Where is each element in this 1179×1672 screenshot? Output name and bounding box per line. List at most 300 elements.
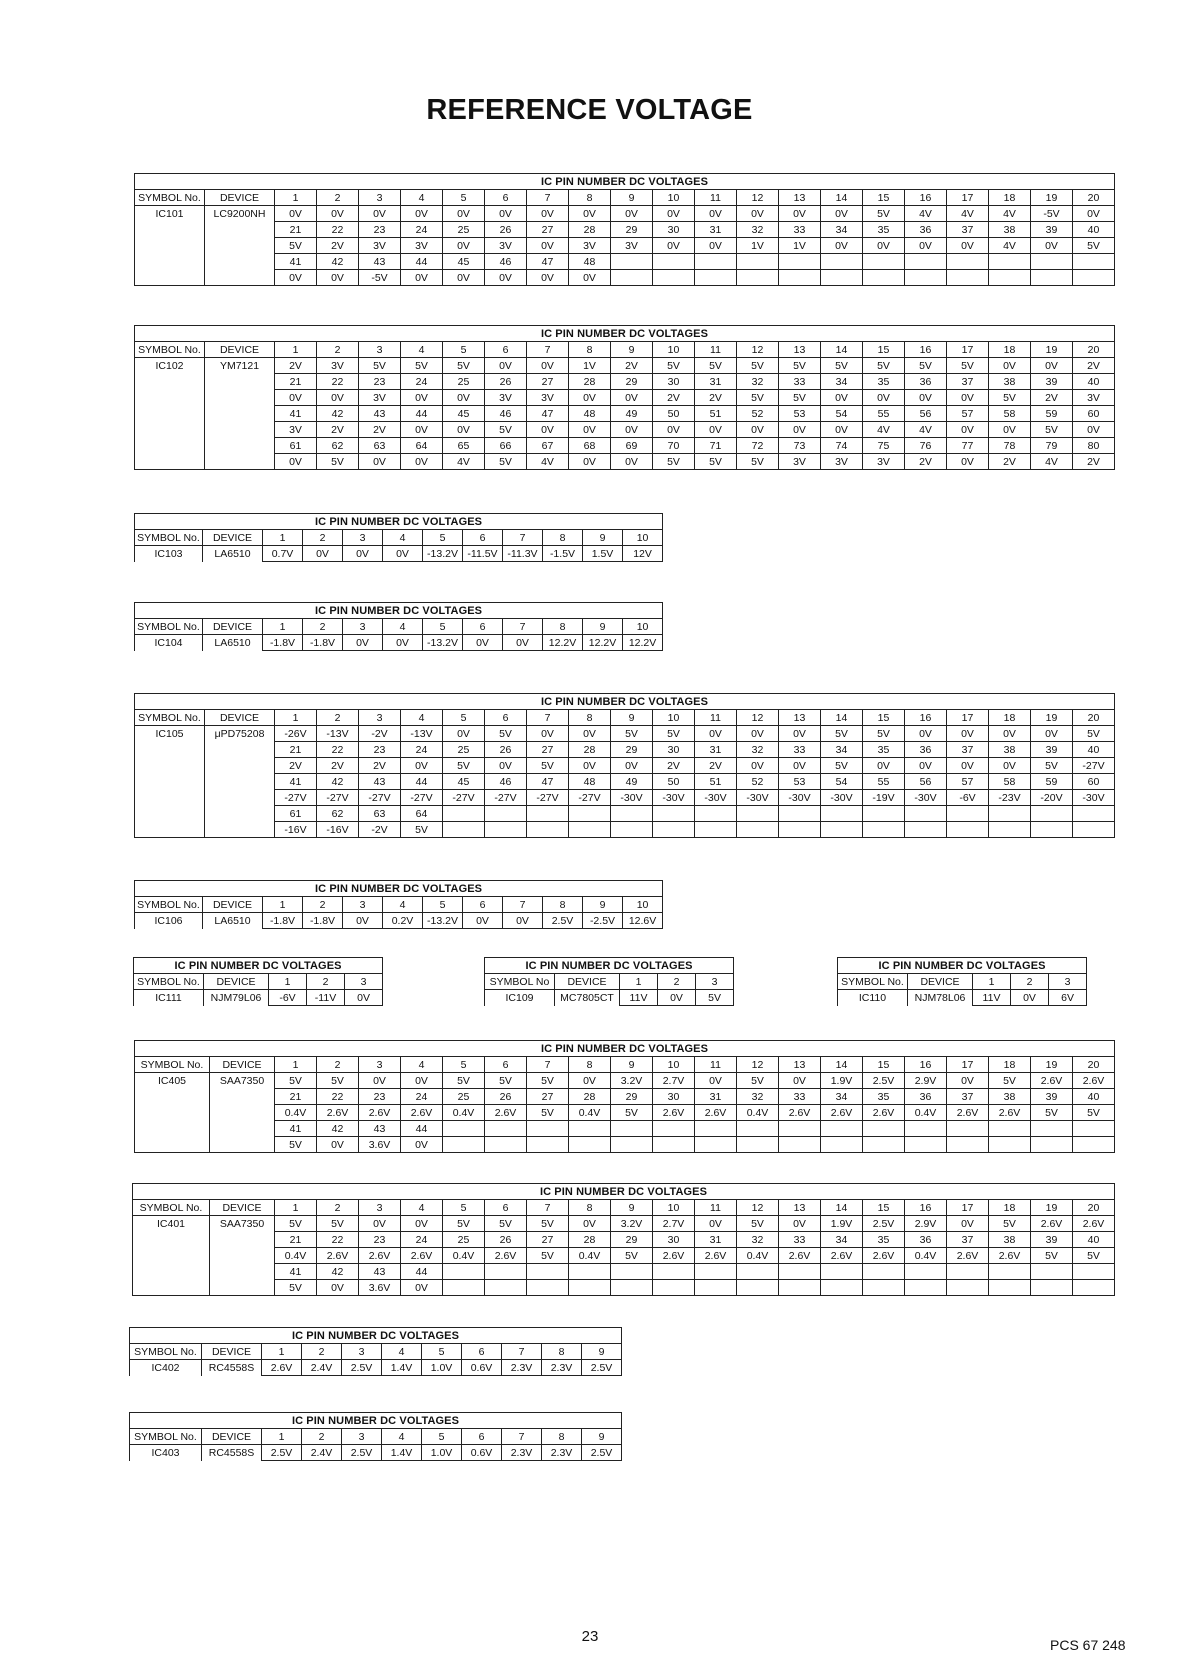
voltage-cell: 12.2V (583, 635, 623, 651)
pin-number-cell (1073, 1264, 1115, 1280)
pin-number-cell: 56 (905, 406, 947, 422)
voltage-cell: 2V (611, 358, 653, 374)
voltage-cell (569, 822, 611, 838)
pin-number-cell: 1 (263, 619, 303, 635)
pin-number-cell: 72 (737, 438, 779, 454)
pin-number-cell: 78 (989, 438, 1031, 454)
pin-number-cell: 6 (485, 190, 527, 206)
voltage-cell: 0V (989, 726, 1031, 742)
voltage-cell: 5V (527, 1216, 569, 1232)
voltage-cell: 2.6V (1031, 1073, 1073, 1089)
voltage-cell: 2.3V (502, 1360, 542, 1376)
voltage-cell: 5V (485, 454, 527, 470)
pin-number-cell: 12 (737, 1200, 779, 1216)
voltage-cell: 0V (443, 422, 485, 438)
device-value: LC9200NH (205, 206, 275, 222)
voltage-cell (653, 270, 695, 286)
pin-number-cell (443, 1121, 485, 1137)
pin-number-cell (527, 806, 569, 822)
device-blank (205, 374, 275, 390)
pin-number-cell: 64 (401, 806, 443, 822)
voltage-cell: 0.4V (905, 1105, 947, 1121)
voltage-cell: 0V (947, 238, 989, 254)
voltage-cell (695, 270, 737, 286)
device-blank (205, 406, 275, 422)
pin-number-cell: 15 (863, 1200, 905, 1216)
pin-number-cell: 5 (423, 897, 463, 913)
pin-number-cell: 37 (947, 1089, 989, 1105)
pin-number-cell: 24 (401, 1089, 443, 1105)
voltage-cell: 3V (485, 238, 527, 254)
voltage-cell: 0.4V (737, 1248, 779, 1264)
voltage-cell: 2.6V (947, 1248, 989, 1264)
voltage-cell: -30V (779, 790, 821, 806)
voltage-cell: 0V (401, 1137, 443, 1153)
pin-number-cell: 1 (275, 342, 317, 358)
pin-number-cell: 10 (653, 342, 695, 358)
voltage-cell: 4V (989, 206, 1031, 222)
voltage-cell: 2.6V (359, 1105, 401, 1121)
voltage-cell: 5V (947, 358, 989, 374)
pin-number-row (135, 806, 1115, 822)
device-blank (205, 254, 275, 270)
pin-number-cell: 10 (623, 530, 663, 546)
pin-number-cell: 37 (947, 742, 989, 758)
pin-number-cell: 56 (905, 774, 947, 790)
voltage-cell: 0V (1073, 422, 1115, 438)
symbol-blank (135, 374, 205, 390)
symbol-column-label: SYMBOL No. (135, 710, 205, 726)
pin-number-row (133, 1232, 1115, 1248)
voltage-cell: 2.6V (695, 1105, 737, 1121)
device-value: LA6510 (203, 546, 263, 562)
voltage-cell: 0V (1011, 990, 1049, 1006)
pin-number-cell: 42 (317, 254, 359, 270)
pin-number-cell (821, 1121, 863, 1137)
voltage-cell: -27V (527, 790, 569, 806)
pin-number-cell: 10 (653, 1200, 695, 1216)
pin-number-cell: 9 (611, 190, 653, 206)
pin-number-cell: 1 (973, 974, 1011, 990)
pin-number-cell (653, 1264, 695, 1280)
voltage-cell: 1.4V (382, 1445, 422, 1461)
voltage-cell (527, 822, 569, 838)
pin-number-cell: 19 (1031, 710, 1073, 726)
voltage-cell: 0V (569, 390, 611, 406)
pin-number-cell: 43 (359, 1264, 401, 1280)
voltage-cell: 5V (1073, 726, 1115, 742)
pin-number-cell: 1 (262, 1429, 302, 1445)
pin-number-cell: 2 (317, 1200, 359, 1216)
symbol-blank (135, 1105, 210, 1121)
pin-number-cell: 40 (1073, 374, 1115, 390)
pin-number-cell: 73 (779, 438, 821, 454)
pin-number-cell: 38 (989, 374, 1031, 390)
voltage-cell: 0V (947, 1216, 989, 1232)
pin-number-cell (1073, 806, 1115, 822)
voltage-cell (1031, 822, 1073, 838)
voltage-cell: 0V (401, 206, 443, 222)
voltage-cell: 5V (821, 758, 863, 774)
table-header: IC PIN NUMBER DC VOLTAGES (135, 694, 1115, 710)
pin-number-cell: 34 (821, 222, 863, 238)
voltage-cell: 0V (863, 758, 905, 774)
symbol-value: IC401 (133, 1216, 210, 1232)
pin-number-cell: 5 (443, 190, 485, 206)
voltage-cell: 0V (695, 726, 737, 742)
voltage-cell (653, 1280, 695, 1296)
voltage-cell: 2V (317, 422, 359, 438)
device-blank (205, 758, 275, 774)
table-header: IC PIN NUMBER DC VOLTAGES (130, 1413, 622, 1429)
pin-number-cell: 25 (443, 222, 485, 238)
pin-number-cell: 76 (905, 438, 947, 454)
voltage-cell: 2.9V (905, 1073, 947, 1089)
pin-number-cell: 15 (863, 190, 905, 206)
voltage-cell: 5V (275, 1137, 317, 1153)
device-column-label: DEVICE (210, 1057, 275, 1073)
document-code: PCS 67 248 (1050, 1637, 1126, 1653)
voltage-cell: 0V (821, 238, 863, 254)
pin-number-cell: 55 (863, 774, 905, 790)
voltage-cell: 0.4V (569, 1248, 611, 1264)
voltage-cell: 0V (485, 206, 527, 222)
voltage-cell: 2.6V (262, 1360, 302, 1376)
pin-number-row (135, 742, 1115, 758)
voltage-cell: -27V (401, 790, 443, 806)
voltage-cell: 5V (1031, 758, 1073, 774)
voltage-cell: -6V (269, 990, 307, 1006)
voltage-cell: -2V (359, 822, 401, 838)
voltage-cell: 0V (863, 390, 905, 406)
device-column-label: DEVICE (203, 897, 263, 913)
voltage-cell (695, 1137, 737, 1153)
voltage-table-ic405 (134, 1040, 1115, 1153)
pin-number-row (135, 897, 663, 913)
pin-number-cell: 9 (611, 1057, 653, 1073)
voltage-cell: 2.6V (653, 1105, 695, 1121)
pin-number-cell: 11 (695, 1057, 737, 1073)
voltage-cell: 0V (695, 1073, 737, 1089)
voltage-cell: 0V (569, 270, 611, 286)
voltage-cell: 0.4V (905, 1248, 947, 1264)
voltage-row (135, 1073, 1115, 1089)
pin-number-cell: 2 (317, 710, 359, 726)
voltage-cell: 5V (611, 1105, 653, 1121)
voltage-table-ic105 (134, 693, 1115, 838)
voltage-cell: 5V (737, 1073, 779, 1089)
pin-number-cell: 35 (863, 742, 905, 758)
pin-number-cell: 47 (527, 254, 569, 270)
table-header: IC PIN NUMBER DC VOLTAGES (130, 1328, 622, 1344)
device-value: NJM79L06 (204, 990, 269, 1006)
voltage-cell: 2.3V (502, 1445, 542, 1461)
voltage-cell (863, 270, 905, 286)
pin-number-cell (443, 806, 485, 822)
pin-number-cell: 30 (653, 1232, 695, 1248)
table-header: IC PIN NUMBER DC VOLTAGES (135, 1041, 1115, 1057)
pin-number-cell: 28 (569, 742, 611, 758)
voltage-row (133, 1216, 1115, 1232)
pin-number-cell: 49 (611, 406, 653, 422)
pin-number-cell: 59 (1031, 406, 1073, 422)
pin-number-cell: 64 (401, 438, 443, 454)
pin-number-cell (611, 1121, 653, 1137)
pin-number-cell: 27 (527, 1089, 569, 1105)
voltage-cell: 0V (343, 546, 383, 562)
pin-number-cell: 57 (947, 406, 989, 422)
voltage-cell: 0V (779, 758, 821, 774)
symbol-blank (135, 1089, 210, 1105)
pin-number-cell: 61 (275, 806, 317, 822)
pin-number-cell: 14 (821, 1200, 863, 1216)
pin-number-cell: 35 (863, 374, 905, 390)
voltage-cell (485, 822, 527, 838)
pin-number-cell: 62 (317, 806, 359, 822)
voltage-cell (653, 1137, 695, 1153)
pin-number-cell: 39 (1031, 1089, 1073, 1105)
voltage-cell: 3V (611, 238, 653, 254)
voltage-cell (905, 822, 947, 838)
voltage-cell: 5V (275, 238, 317, 254)
pin-number-cell: 22 (317, 1089, 359, 1105)
pin-number-cell: 4 (383, 897, 423, 913)
voltage-row (134, 990, 383, 1006)
voltage-cell: -30V (611, 790, 653, 806)
pin-number-cell: 6 (463, 897, 503, 913)
device-value: YM7121 (205, 358, 275, 374)
pin-number-cell: 31 (695, 742, 737, 758)
pin-number-cell: 23 (359, 742, 401, 758)
pin-number-cell: 31 (695, 1089, 737, 1105)
pin-number-cell: 7 (503, 897, 543, 913)
voltage-cell: -30V (905, 790, 947, 806)
pin-number-cell: 15 (863, 710, 905, 726)
voltage-cell: 5V (359, 358, 401, 374)
voltage-cell: 5V (1031, 422, 1073, 438)
pin-number-cell (779, 806, 821, 822)
pin-number-cell: 58 (989, 774, 1031, 790)
symbol-column-label: SYMBOL No. (134, 974, 204, 990)
pin-number-cell (989, 806, 1031, 822)
device-blank (205, 822, 275, 838)
pin-number-cell (863, 254, 905, 270)
voltage-cell: 0V (317, 390, 359, 406)
device-column-label: DEVICE (908, 974, 973, 990)
voltage-row (135, 790, 1115, 806)
pin-number-cell: 2 (303, 530, 343, 546)
voltage-cell: 0V (695, 206, 737, 222)
voltage-cell: 0V (611, 454, 653, 470)
pin-number-cell: 46 (485, 774, 527, 790)
voltage-cell (611, 822, 653, 838)
pin-number-cell: 55 (863, 406, 905, 422)
pin-number-cell: 1 (620, 974, 658, 990)
voltage-cell (737, 822, 779, 838)
voltage-cell: 0V (1031, 358, 1073, 374)
pin-number-cell: 6 (463, 619, 503, 635)
pin-number-cell: 2 (302, 1429, 342, 1445)
pin-number-cell: 42 (317, 1121, 359, 1137)
voltage-cell (485, 1280, 527, 1296)
voltage-cell: 0V (905, 390, 947, 406)
pin-number-cell: 48 (569, 406, 611, 422)
voltage-cell (1031, 1280, 1073, 1296)
pin-number-cell: 11 (695, 1200, 737, 1216)
pin-number-cell: 34 (821, 1089, 863, 1105)
pin-number-cell: 3 (343, 897, 383, 913)
pin-number-cell: 4 (401, 710, 443, 726)
pin-number-cell: 9 (583, 619, 623, 635)
voltage-cell (569, 1280, 611, 1296)
voltage-cell: -6V (947, 790, 989, 806)
pin-number-cell: 32 (737, 222, 779, 238)
voltage-cell: 0V (905, 726, 947, 742)
voltage-cell: 3V (275, 422, 317, 438)
voltage-cell: -30V (695, 790, 737, 806)
pin-number-cell: 30 (653, 222, 695, 238)
pin-number-cell: 71 (695, 438, 737, 454)
pin-number-cell: 29 (611, 742, 653, 758)
voltage-cell: 0V (401, 1216, 443, 1232)
pin-number-cell: 6 (485, 1057, 527, 1073)
voltage-cell: 2.5V (342, 1360, 382, 1376)
voltage-cell (905, 270, 947, 286)
pin-number-row (130, 1344, 622, 1360)
voltage-cell: 5V (443, 358, 485, 374)
pin-number-cell: 2 (658, 974, 696, 990)
pin-number-cell: 9 (583, 530, 623, 546)
voltage-cell: 5V (317, 454, 359, 470)
pin-number-cell: 23 (359, 222, 401, 238)
voltage-cell: 5V (779, 390, 821, 406)
voltage-cell (1073, 1280, 1115, 1296)
voltage-cell: 0V (695, 1216, 737, 1232)
pin-number-cell: 8 (569, 342, 611, 358)
voltage-cell: 0V (317, 1280, 359, 1296)
voltage-cell: 4V (527, 454, 569, 470)
voltage-cell: 12V (623, 546, 663, 562)
pin-number-cell: 7 (502, 1429, 542, 1445)
voltage-cell: 0V (303, 546, 343, 562)
voltage-cell: 5V (989, 390, 1031, 406)
device-blank (205, 270, 275, 286)
pin-number-cell: 13 (779, 190, 821, 206)
pin-number-row (485, 974, 734, 990)
voltage-cell (443, 822, 485, 838)
pin-number-row (135, 342, 1115, 358)
voltage-row (135, 635, 663, 651)
voltage-cell: 0V (737, 206, 779, 222)
pin-number-cell: 17 (947, 1200, 989, 1216)
voltage-cell: 6V (1049, 990, 1087, 1006)
table-header: IC PIN NUMBER DC VOLTAGES (133, 1184, 1115, 1200)
voltage-cell: 0V (569, 1073, 611, 1089)
voltage-cell (947, 1137, 989, 1153)
pin-number-cell: 1 (263, 530, 303, 546)
voltage-cell: 0V (611, 758, 653, 774)
pin-number-cell: 24 (401, 222, 443, 238)
voltage-cell: -30V (1073, 790, 1115, 806)
pin-number-cell: 38 (989, 1089, 1031, 1105)
pin-number-cell (905, 1121, 947, 1137)
voltage-cell: 0V (611, 206, 653, 222)
pin-number-cell: 35 (863, 1089, 905, 1105)
pin-number-cell: 3 (343, 530, 383, 546)
pin-number-row (135, 530, 663, 546)
voltage-cell: 4V (863, 422, 905, 438)
pin-number-cell (905, 254, 947, 270)
pin-number-cell (653, 254, 695, 270)
voltage-cell: 5V (1073, 1105, 1115, 1121)
pin-number-cell: 8 (542, 1429, 582, 1445)
voltage-cell: -11.3V (503, 546, 543, 562)
pin-number-cell: 17 (947, 342, 989, 358)
voltage-row (135, 454, 1115, 470)
voltage-cell: 0V (343, 635, 383, 651)
voltage-cell: 0V (947, 726, 989, 742)
voltage-cell: 0V (401, 1280, 443, 1296)
pin-number-cell: 47 (527, 774, 569, 790)
voltage-row (135, 758, 1115, 774)
table-header: IC PIN NUMBER DC VOLTAGES (135, 174, 1115, 190)
symbol-blank (135, 270, 205, 286)
symbol-blank (135, 742, 205, 758)
voltage-cell: 3V (401, 238, 443, 254)
voltage-cell: 0V (359, 1216, 401, 1232)
voltage-cell: 0V (779, 1216, 821, 1232)
pin-number-cell: 77 (947, 438, 989, 454)
symbol-value: IC111 (134, 990, 204, 1006)
voltage-cell: 3.6V (359, 1280, 401, 1296)
voltage-cell: 0V (401, 422, 443, 438)
pin-number-cell: 42 (317, 774, 359, 790)
voltage-cell (569, 1137, 611, 1153)
voltage-cell: 1.0V (422, 1360, 462, 1376)
voltage-cell: 3V (359, 390, 401, 406)
pin-number-cell: 4 (401, 1200, 443, 1216)
pin-number-cell: 12 (737, 342, 779, 358)
pin-number-cell: 61 (275, 438, 317, 454)
pin-number-row (135, 1057, 1115, 1073)
pin-number-cell: 17 (947, 190, 989, 206)
symbol-blank (135, 774, 205, 790)
pin-number-cell: 19 (1031, 1200, 1073, 1216)
device-blank (210, 1121, 275, 1137)
voltage-cell: 5V (401, 358, 443, 374)
pin-number-cell (569, 806, 611, 822)
pin-number-cell: 5 (443, 1200, 485, 1216)
pin-number-cell: 43 (359, 1121, 401, 1137)
device-blank (205, 222, 275, 238)
voltage-cell: 5V (485, 1216, 527, 1232)
pin-number-cell: 38 (989, 1232, 1031, 1248)
pin-number-cell: 70 (653, 438, 695, 454)
voltage-cell: 0V (443, 726, 485, 742)
pin-number-cell: 8 (569, 190, 611, 206)
voltage-cell: 2V (695, 758, 737, 774)
symbol-blank (135, 222, 205, 238)
voltage-cell: 2.6V (989, 1248, 1031, 1264)
voltage-cell: 1.0V (422, 1445, 462, 1461)
voltage-cell: 4V (905, 206, 947, 222)
voltage-cell: 5V (1073, 238, 1115, 254)
pin-number-cell: 9 (583, 897, 623, 913)
voltage-cell: -30V (821, 790, 863, 806)
pin-number-cell: 46 (485, 406, 527, 422)
pin-number-cell: 26 (485, 742, 527, 758)
voltage-cell: 2.7V (653, 1073, 695, 1089)
